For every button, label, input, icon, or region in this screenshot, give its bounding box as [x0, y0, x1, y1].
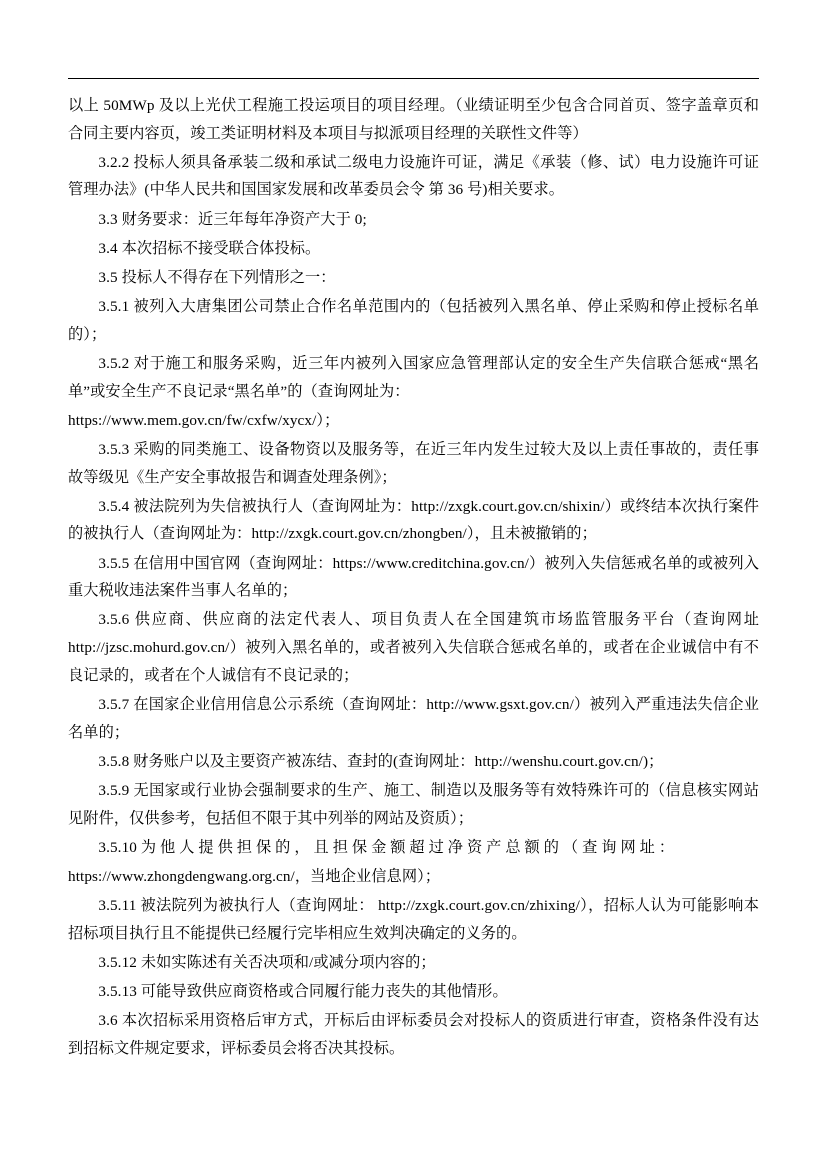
paragraph-3-3: 3.3 财务要求：近三年每年净资产大于 0; [98, 210, 367, 228]
document-body [68, 92, 759, 1064]
paragraph-3-2-2: 3.2.2 投标人须具备承装二级和承试二级电力设施许可证，满足《承装（修、试）电力设施许可证管理办法》(中华人民共和国国家发展和改革委员会令 第 36 号)相关要求。 [68, 153, 759, 199]
header-divider [68, 78, 759, 79]
paragraph-3-5-6: 3.5.6 供应商、供应商的法定代表人、项目负责人在全国建筑市场监管服务平台（查询网址 http://jzsc.mohurd.gov.cn/）被列入黑名单的，或者被列入失信联合惩戒名单的，或者在企业诚信中有不良记录的，或者在个人诚信有不良记录的； [68, 611, 759, 684]
paragraph-3-5-9: 3.5.9 无国家或行业协会强制要求的生产、施工、制造以及服务等有效特殊许可的（信息核实网站见附件，仅供参考，包括但不限于其中列举的网站及资质）； [68, 781, 759, 827]
paragraph-3-5-7: 3.5.7 在国家企业信用信息公示系统（查询网址：http://www.gsxt.gov.cn/）被列入严重违法失信企业名单的； [68, 695, 759, 741]
paragraph-3-5: 3.5 投标人不得存在下列情形之一： [98, 269, 336, 286]
paragraph-3-5-4: 3.5.4 被法院列为失信被执行人（查询网址为：http://zxgk.court.gov.cn/shixin/）或终结本次执行案件的被执行人（查询网址为：http://zxgk.court.gov.cn/zhongben/），且未被撤销的； [68, 497, 759, 543]
paragraph-3-5-13: 3.5.13 可能导致供应商资格或合同履行能力丧失的其他情形。 [98, 983, 508, 1001]
paragraph-3-5-5: 3.5.5 在信用中国官网（查询网址：https://www.creditchina.gov.cn/）被列入失信惩戒名单的或被列入重大税收违法案件当事人名单的； [68, 554, 759, 600]
paragraph-3-5-2: 3.5.2 对于施工和服务采购，近三年内被列入国家应急管理部认定的安全生产失信联合惩戒“黑名单”或安全生产不良记录“黑名单”的（查询网址为： [68, 355, 759, 400]
paragraph-3-5-10: 3.5.10 为 他 人 提 供 担 保 的 ， 且 担 保 金 额 超 过 净 资 产 总 额 的 （ 查 询 网 址 ： [98, 838, 675, 856]
paragraph-3-5-12: 3.5.12 未如实陈述有关否决项和/或减分项内容的； [98, 953, 436, 971]
paragraph-3-5-2-url: https://www.mem.gov.cn/fw/cxfw/xycx/）； [68, 411, 340, 429]
paragraph-3-4: 3.4 本次招标不接受联合体投标。 [98, 239, 321, 257]
paragraph-3-5-11: 3.5.11 被法院列为被执行人（查询网址： http://zxgk.court.gov.cn/zhixing/），招标人认为可能影响本招标项目执行且不能提供已经履行完毕相应生效判决确定的义务的。 [68, 897, 759, 942]
paragraph-3-5-10-url: https://www.zhongdengwang.org.cn/，当地企业信息网）； [68, 867, 441, 885]
paragraph-3-6: 3.6 本次招标采用资格后审方式，开标后由评标委员会对投标人的资质进行审查，资格条件没有达到招标文件规定要求，评标委员会将否决其投标。 [68, 1012, 759, 1057]
paragraph-3-5-8: 3.5.8 财务账户以及主要资产被冻结、查封的(查询网址：http://wenshu.court.gov.cn/)； [98, 752, 664, 770]
paragraph-continuation: 以上 50MWp 及以上光伏工程施工投运项目的项目经理。（业绩证明至少包含合同首页、签字盖章页和合同主要内容页，竣工类证明材料及本项目与拟派项目经理的关联性文件等） [68, 97, 759, 142]
paragraph-3-5-3: 3.5.3 采购的同类施工、设备物资以及服务等，在近三年内发生过较大及以上责任事故的，责任事故等级见《生产安全事故报告和调查处理条例》； [68, 441, 759, 486]
paragraph-3-5-1: 3.5.1 被列入大唐集团公司禁止合作名单范围内的（包括被列入黑名单、停止采购和停止授标名单的）； [68, 298, 759, 343]
